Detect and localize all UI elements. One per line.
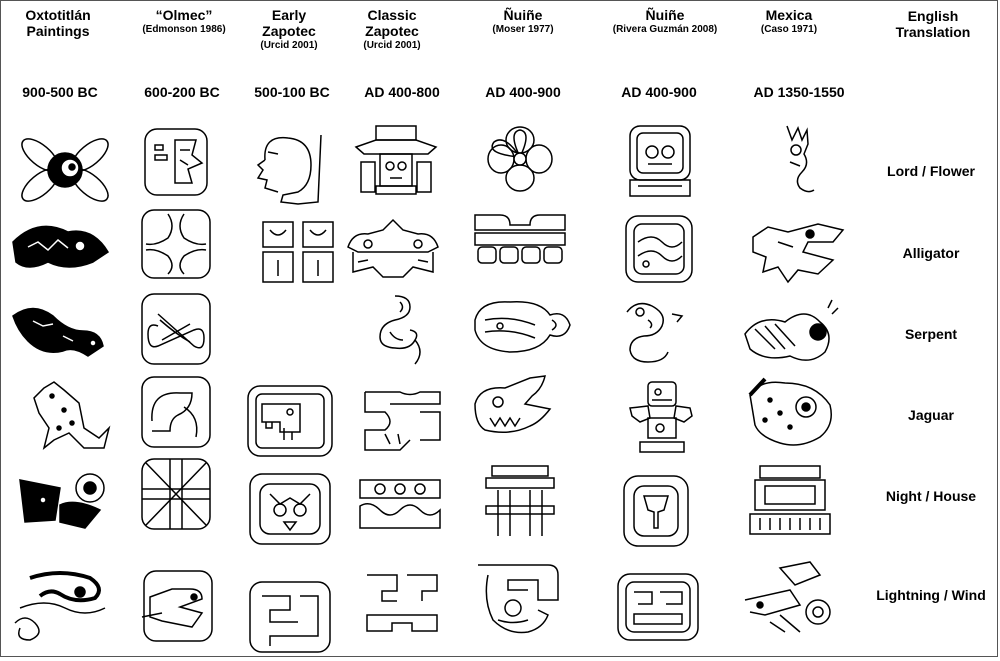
glyph-lightning-wind-oxtotitlan xyxy=(10,568,110,646)
col-title: “Olmec” xyxy=(155,7,213,23)
glyph-lightning-wind-nuine-moser xyxy=(468,560,568,638)
date-early-zapotec: 500-100 BC xyxy=(254,84,330,100)
glyph-alligator-mexica xyxy=(748,212,848,290)
glyph-alligator-olmec xyxy=(130,206,230,284)
glyph-serpent-oxtotitlan xyxy=(8,296,108,374)
glyph-jaguar-nuine-rivera xyxy=(610,378,710,456)
translation-night-house: Night / House xyxy=(885,488,977,504)
glyph-night-house-classic-zapotec xyxy=(350,470,450,548)
col-title: Ñuiñe xyxy=(645,7,685,23)
col-source: (Urcid 2001) xyxy=(363,40,421,51)
col-header-oxtotitlan xyxy=(8,7,108,39)
glyph-night-house-nuine-rivera xyxy=(606,472,706,550)
glyph-night-house-oxtotitlan xyxy=(15,460,115,538)
glyph-night-house-early-zapotec xyxy=(240,470,340,548)
glyph-lord-flower-olmec xyxy=(130,125,230,203)
col-source: (Urcid 2001) xyxy=(260,40,318,51)
col-header-english xyxy=(878,8,988,40)
glyph-serpent-olmec xyxy=(130,290,230,368)
col-header-early-zapotec xyxy=(244,7,334,52)
col-header-nuine-moser xyxy=(468,7,578,36)
glyph-lord-flower-early-zapotec xyxy=(243,130,343,208)
glyph-lightning-wind-olmec xyxy=(132,567,232,645)
translation-alligator: Alligator xyxy=(902,245,960,261)
glyph-lord-flower-oxtotitlan xyxy=(15,130,115,208)
glyph-jaguar-mexica xyxy=(740,375,840,453)
col-source: (Edmonson 1986) xyxy=(142,24,226,35)
glyph-jaguar-classic-zapotec xyxy=(350,382,450,460)
glyph-lightning-wind-early-zapotec xyxy=(240,578,340,656)
glyph-serpent-nuine-rivera xyxy=(612,294,712,372)
glyph-lord-flower-nuine-rivera xyxy=(610,122,710,200)
translation-serpent: Serpent xyxy=(904,326,958,342)
col-header-mexica xyxy=(744,7,834,36)
col-title: English Translation xyxy=(895,8,971,40)
glyph-alligator-classic-zapotec xyxy=(343,212,443,290)
glyph-alligator-nuine-rivera xyxy=(612,212,712,290)
translation-jaguar: Jaguar xyxy=(908,407,954,423)
date-olmec: 600-200 BC xyxy=(144,84,220,100)
glyph-night-house-nuine-moser xyxy=(470,462,570,540)
col-title: Oxtotitlán Paintings xyxy=(25,7,91,39)
glyph-night-house-mexica xyxy=(740,462,840,540)
date-mexica: AD 1350-1550 xyxy=(753,84,845,100)
glyph-lord-flower-mexica xyxy=(752,122,852,200)
glyph-serpent-mexica xyxy=(740,294,840,372)
glyph-lightning-wind-classic-zapotec xyxy=(352,565,452,643)
glyph-jaguar-early-zapotec xyxy=(240,382,340,460)
glyph-lord-flower-nuine-moser xyxy=(470,122,570,200)
glyph-lightning-wind-mexica xyxy=(740,560,840,638)
glyph-serpent-nuine-moser xyxy=(470,290,570,368)
glyph-lord-flower-classic-zapotec xyxy=(346,122,446,200)
translation-lightning-wind: Lightning / Wind xyxy=(876,587,986,603)
date-classic-zapotec: AD 400-800 xyxy=(364,84,440,100)
col-header-olmec xyxy=(124,7,244,36)
translation-lord-flower: Lord / Flower xyxy=(887,163,975,179)
col-source: (Rivera Guzmán 2008) xyxy=(612,24,718,35)
col-source: (Caso 1971) xyxy=(760,24,818,35)
glyph-jaguar-nuine-moser xyxy=(470,374,570,452)
date-nuine-moser: AD 400-900 xyxy=(485,84,561,100)
glyph-lightning-wind-nuine-rivera xyxy=(608,570,708,648)
col-title: Early Zapotec xyxy=(262,7,316,39)
col-header-classic-zapotec xyxy=(352,7,432,52)
glyph-serpent-classic-zapotec xyxy=(355,292,455,370)
glyph-jaguar-olmec xyxy=(130,373,230,451)
glyph-jaguar-oxtotitlan xyxy=(24,378,124,456)
col-title: Mexica xyxy=(765,7,813,23)
col-title: Ñuiñe xyxy=(503,7,543,23)
glyph-alligator-early-zapotec xyxy=(248,212,348,290)
col-header-nuine-rivera xyxy=(600,7,730,36)
glyph-night-house-olmec xyxy=(130,455,230,533)
col-title: Classic Zapotec xyxy=(365,7,419,39)
date-nuine-rivera: AD 400-900 xyxy=(621,84,697,100)
date-oxtotitlan: 900-500 BC xyxy=(22,84,98,100)
glyph-alligator-oxtotitlan xyxy=(8,212,108,290)
glyph-alligator-nuine-moser xyxy=(470,205,570,283)
col-source: (Moser 1977) xyxy=(492,24,554,35)
